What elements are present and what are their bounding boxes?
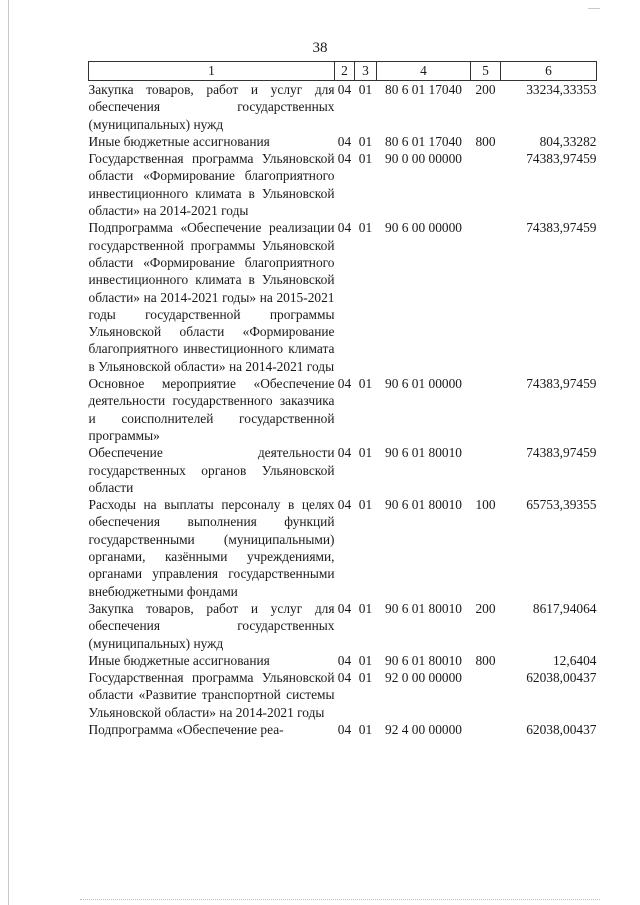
row-target-code: 90 0 00 00000 [385, 151, 462, 167]
row-amount: 62038,00437 [526, 721, 597, 737]
column-header-6: 6 [501, 62, 597, 81]
page-number: 38 [312, 40, 328, 56]
row-target-code: 92 0 00 00000 [385, 670, 462, 686]
row-amount: 62038,00437 [526, 670, 597, 686]
table-row [89, 150, 597, 219]
row-amount: 804,33282 [539, 133, 597, 149]
row-subsection: 01 [358, 445, 373, 461]
row-subsection: 01 [358, 670, 373, 686]
table-row [89, 652, 597, 669]
row-section: 04 [337, 82, 352, 97]
table-row [89, 496, 597, 600]
row-expense-type [471, 150, 501, 219]
table-row [89, 81, 597, 133]
left-scan-edge [8, 0, 9, 905]
row-name: Обеспечение деятельности государственных органов Ульяновской области [88, 445, 335, 495]
row-expense-type [471, 219, 501, 375]
table-row [89, 600, 597, 652]
row-amount: 74383,97459 [526, 220, 597, 236]
table-header-row [89, 62, 597, 81]
bottom-scan-artifact [80, 899, 600, 902]
row-expense-type [471, 669, 501, 721]
top-scan-mark [588, 8, 600, 9]
row-section: 04 [337, 133, 352, 149]
row-amount: 33234,33353 [526, 82, 597, 97]
row-name: Государственная программа Ульяновской области «Развитие транспортной системы Ульяновской области» на 2014-2021 годы [88, 670, 335, 720]
row-subsection: 01 [358, 376, 373, 392]
row-target-code: 80 6 01 17040 [385, 82, 462, 97]
row-name: Закупка товаров, работ и услуг для обеспечения государственных (муниципальных) нужд [88, 600, 335, 651]
row-target-code: 90 6 01 80010 [385, 497, 462, 513]
row-target-code: 80 6 01 17040 [385, 133, 462, 149]
table-row [89, 444, 597, 496]
row-subsection: 01 [358, 497, 373, 513]
row-amount: 74383,97459 [526, 445, 597, 461]
row-expense-type [471, 375, 501, 444]
row-amount: 65753,39355 [526, 497, 597, 513]
row-expense-type: 800 [475, 652, 496, 668]
row-expense-type [471, 721, 501, 738]
row-expense-type: 800 [475, 133, 496, 149]
row-name: Расходы на выплаты персоналу в целях обеспечения выполнения функций государственными (муниципальными) органами, казёнными учреждениями, органами управления государственными внебюджетными фондами [88, 497, 335, 599]
row-target-code: 90 6 01 00000 [385, 376, 462, 392]
row-expense-type: 200 [475, 600, 496, 616]
row-subsection: 01 [358, 133, 373, 149]
column-header-2: 2 [335, 62, 355, 81]
row-amount: 8617,94064 [532, 600, 597, 616]
table-row [89, 375, 597, 444]
row-section: 04 [337, 670, 352, 686]
row-name: Закупка товаров, работ и услуг для обеспечения государственных (муниципальных) нужд [88, 82, 335, 132]
row-subsection: 01 [358, 652, 373, 668]
row-target-code: 92 4 00 00000 [385, 721, 462, 737]
row-subsection: 01 [358, 600, 373, 616]
row-name: Государственная программа Ульяновской области «Формирование благоприятного инвестиционного климата в Ульяновской области» на 2014-2021 годы [88, 151, 335, 219]
column-header-3: 3 [355, 62, 377, 81]
row-target-code: 90 6 01 80010 [385, 600, 462, 616]
row-name: Основное мероприятие «Обеспечение деятельности государственного заказчика и соисполнителей государственной программы» [88, 376, 335, 443]
row-target-code: 90 6 00 00000 [385, 220, 462, 236]
column-header-5: 5 [471, 62, 501, 81]
row-subsection: 01 [358, 721, 373, 737]
row-expense-type: 200 [475, 82, 496, 97]
budget-table [88, 61, 597, 738]
column-header-4: 4 [377, 62, 471, 81]
row-name: Иные бюджетные ассигнования [88, 652, 270, 668]
row-section: 04 [337, 721, 352, 737]
column-header-1: 1 [89, 62, 335, 81]
table-row [89, 133, 597, 150]
row-section: 04 [337, 151, 352, 167]
row-amount: 74383,97459 [526, 376, 597, 392]
row-name: Иные бюджетные ассигнования [88, 133, 270, 149]
table-row [89, 721, 597, 738]
row-subsection: 01 [358, 82, 373, 97]
row-amount: 12,6404 [552, 652, 597, 668]
row-section: 04 [337, 376, 352, 392]
row-section: 04 [337, 652, 352, 668]
row-amount: 74383,97459 [526, 151, 597, 167]
row-subsection: 01 [358, 220, 373, 236]
row-section: 04 [337, 600, 352, 616]
row-name: Подпрограмма «Обеспечение реализации государственной программы Ульяновской области «Формирование благоприятного инвестиционного климата в Ульяновской области» на 2014-2021 годы» на 2015-2021 годы государственной программы Ульяновской области «Формирование благоприятного инвестиционного климата в Ульяновской области» на 2014-2021 годы [88, 220, 335, 374]
table-row [89, 669, 597, 721]
row-expense-type [471, 444, 501, 496]
row-section: 04 [337, 445, 352, 461]
row-section: 04 [337, 497, 352, 513]
row-subsection: 01 [358, 151, 373, 167]
row-expense-type: 100 [475, 497, 496, 513]
row-target-code: 90 6 01 80010 [385, 652, 462, 668]
row-name: Подпрограмма «Обеспечение реа- [88, 721, 284, 737]
row-target-code: 90 6 01 80010 [385, 445, 462, 461]
row-section: 04 [337, 220, 352, 236]
table-row [89, 219, 597, 375]
